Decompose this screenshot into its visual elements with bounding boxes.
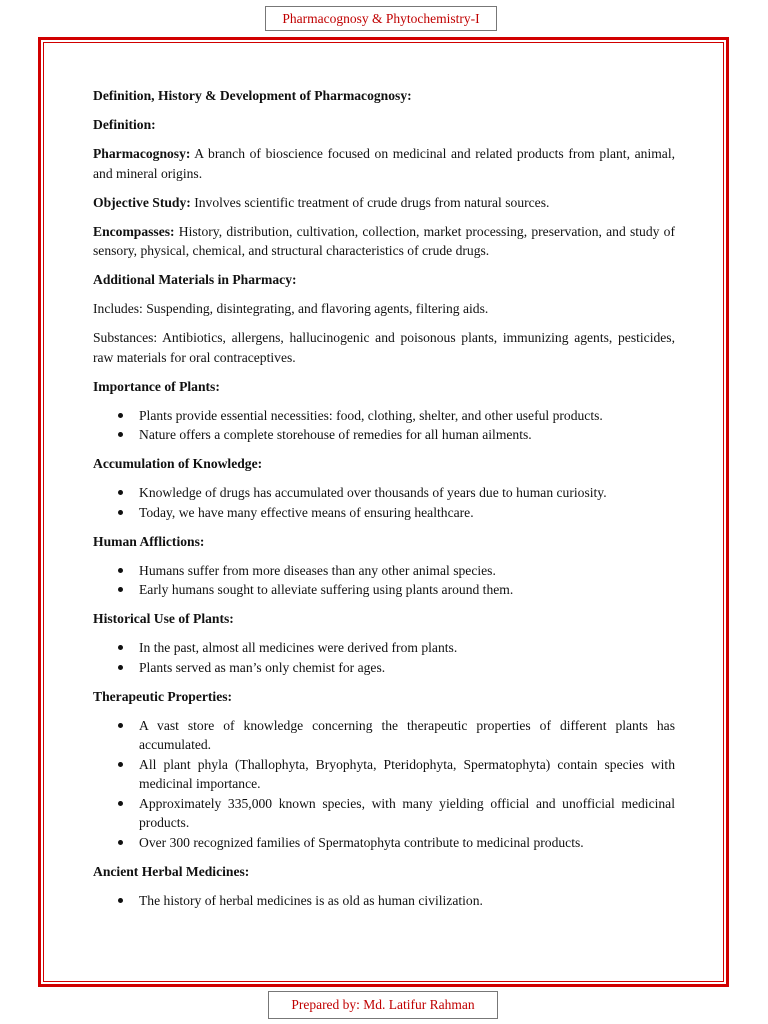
- substances-paragraph: Substances: Antibiotics, allergens, hallucinogenic and poisonous plants, immunizing agents, pesticides, raw materials for oral contraceptives.: [93, 330, 675, 365]
- importance-heading: Importance of Plants:: [93, 378, 220, 394]
- list-item: Humans suffer from more diseases than any other animal species.: [139, 561, 675, 581]
- therapeutic-list: [93, 716, 675, 853]
- header-title: Pharmacognosy & Phytochemistry-I: [282, 10, 480, 26]
- importance-list: [93, 406, 675, 445]
- knowledge-list: [93, 483, 675, 522]
- list-item: Knowledge of drugs has accumulated over thousands of years due to human curiosity.: [139, 483, 675, 503]
- list-item: All plant phyla (Thallophyta, Bryophyta, Pteridophyta, Spermatophyta) contain species with medicinal importance.: [139, 755, 675, 794]
- objective-label: Objective Study:: [93, 194, 191, 210]
- historical-list: [93, 638, 675, 677]
- therapeutic-heading: Therapeutic Properties:: [93, 688, 233, 704]
- main-heading: Definition, History & Development of Pharmacognosy:: [93, 88, 412, 103]
- objective-text: Involves scientific treatment of crude drugs from natural sources.: [190, 194, 550, 210]
- list-item: In the past, almost all medicines were derived from plants.: [139, 638, 675, 658]
- pharmacognosy-label: Pharmacognosy:: [93, 146, 191, 161]
- page-footer: [268, 991, 498, 1019]
- list-item: Over 300 recognized families of Spermatophyta contribute to medicinal products.: [139, 833, 675, 853]
- list-item: A vast store of knowledge concerning the therapeutic properties of different plants has accumulated.: [139, 716, 675, 755]
- pharmacognosy-paragraph: [93, 144, 675, 183]
- document-body: [93, 86, 675, 920]
- includes-paragraph: Includes: Suspending, disintegrating, and flavoring agents, filtering aids.: [93, 301, 489, 316]
- ancient-heading: Ancient Herbal Medicines:: [93, 863, 250, 879]
- additional-heading: Additional Materials in Pharmacy:: [93, 272, 297, 287]
- footer-text: Prepared by: Md. Latifur Rahman: [291, 997, 475, 1012]
- encompasses-paragraph: [93, 222, 675, 261]
- historical-heading: Historical Use of Plants:: [93, 611, 234, 626]
- page-header: [265, 6, 497, 31]
- list-item: Today, we have many effective means of ensuring healthcare.: [139, 503, 675, 523]
- encompasses-text: History, distribution, cultivation, collection, market processing, preservation, and study of sensory, physical, chemical, and structural characteristics of crude drugs.: [93, 223, 675, 258]
- list-item: The history of herbal medicines is as old as human civilization.: [139, 891, 675, 911]
- pharmacognosy-text: A branch of bioscience focused on medicinal and related products from plant, animal, and mineral origins.: [93, 146, 675, 181]
- ancient-list: [93, 891, 675, 911]
- encompasses-label: Encompasses:: [93, 223, 175, 239]
- afflictions-list: [93, 561, 675, 600]
- afflictions-heading: Human Afflictions:: [93, 533, 205, 549]
- definition-heading: Definition:: [93, 117, 156, 132]
- objective-paragraph: [93, 193, 675, 213]
- knowledge-heading: Accumulation of Knowledge:: [93, 456, 263, 471]
- list-item: Plants provide essential necessities: food, clothing, shelter, and other useful products.: [139, 406, 675, 426]
- list-item: Plants served as man’s only chemist for ages.: [139, 658, 675, 678]
- list-item: Approximately 335,000 known species, with many yielding official and unofficial medicinal products.: [139, 794, 675, 833]
- list-item: Early humans sought to alleviate suffering using plants around them.: [139, 580, 675, 600]
- list-item: Nature offers a complete storehouse of remedies for all human ailments.: [139, 425, 675, 445]
